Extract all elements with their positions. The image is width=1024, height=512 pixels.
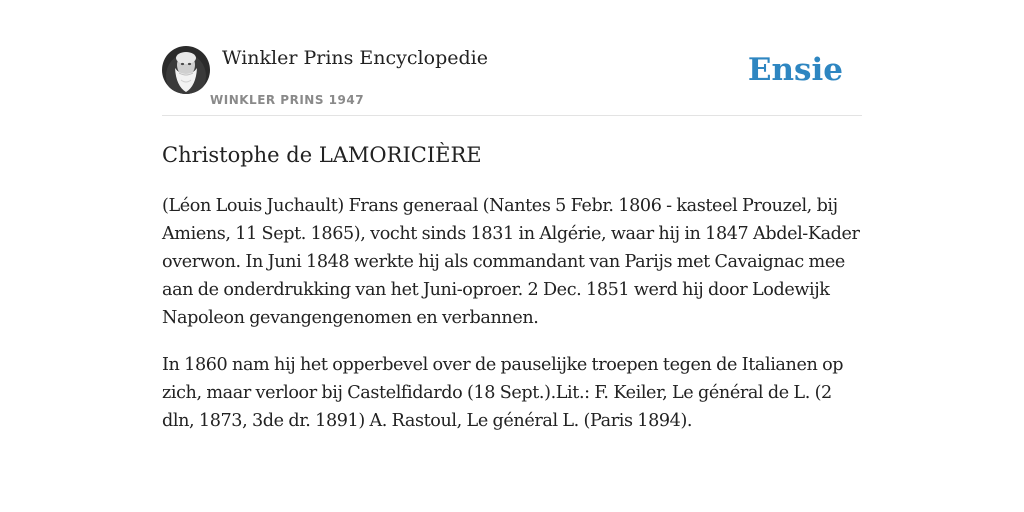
article-body xyxy=(162,192,862,454)
source-avatar[interactable] xyxy=(162,46,210,94)
source-header xyxy=(162,45,862,116)
ensie-logo[interactable]: Ensie xyxy=(747,52,843,88)
article-paragraph: In 1860 nam hij het opperbevel over de pauselijke troepen tegen de Italianen op zich, maar verloor bij Castelfidardo (18 Sept.).Lit.: F. Keiler, Le général de L. (2 dln, 1873, 3de dr. 1891) A. Rastoul, Le général L. (Paris 1894). xyxy=(162,355,844,431)
bearded-man-portrait-icon xyxy=(162,46,210,94)
source-title[interactable]: Winkler Prins Encyclopedie xyxy=(222,47,488,69)
source-subtitle: WINKLER PRINS 1947 xyxy=(210,93,365,107)
article-title: Christophe de LAMORICIÈRE xyxy=(162,143,482,167)
article-paragraph: (Léon Louis Juchault) Frans generaal (Nantes 5 Febr. 1806 - kasteel Prouzel, bij Amiens, 11 Sept. 1865), vocht sinds 1831 in Algérie, waar hij in 1847 Abdel-Kader overwon. In Juni 1848 werkte hij als commandant van Parijs met Cavaignac mee aan de onderdrukking van het Juni-oproer. 2 Dec. 1851 werd hij door Lodewijk Napoleon gevangengenomen en verbannen. xyxy=(162,196,860,328)
